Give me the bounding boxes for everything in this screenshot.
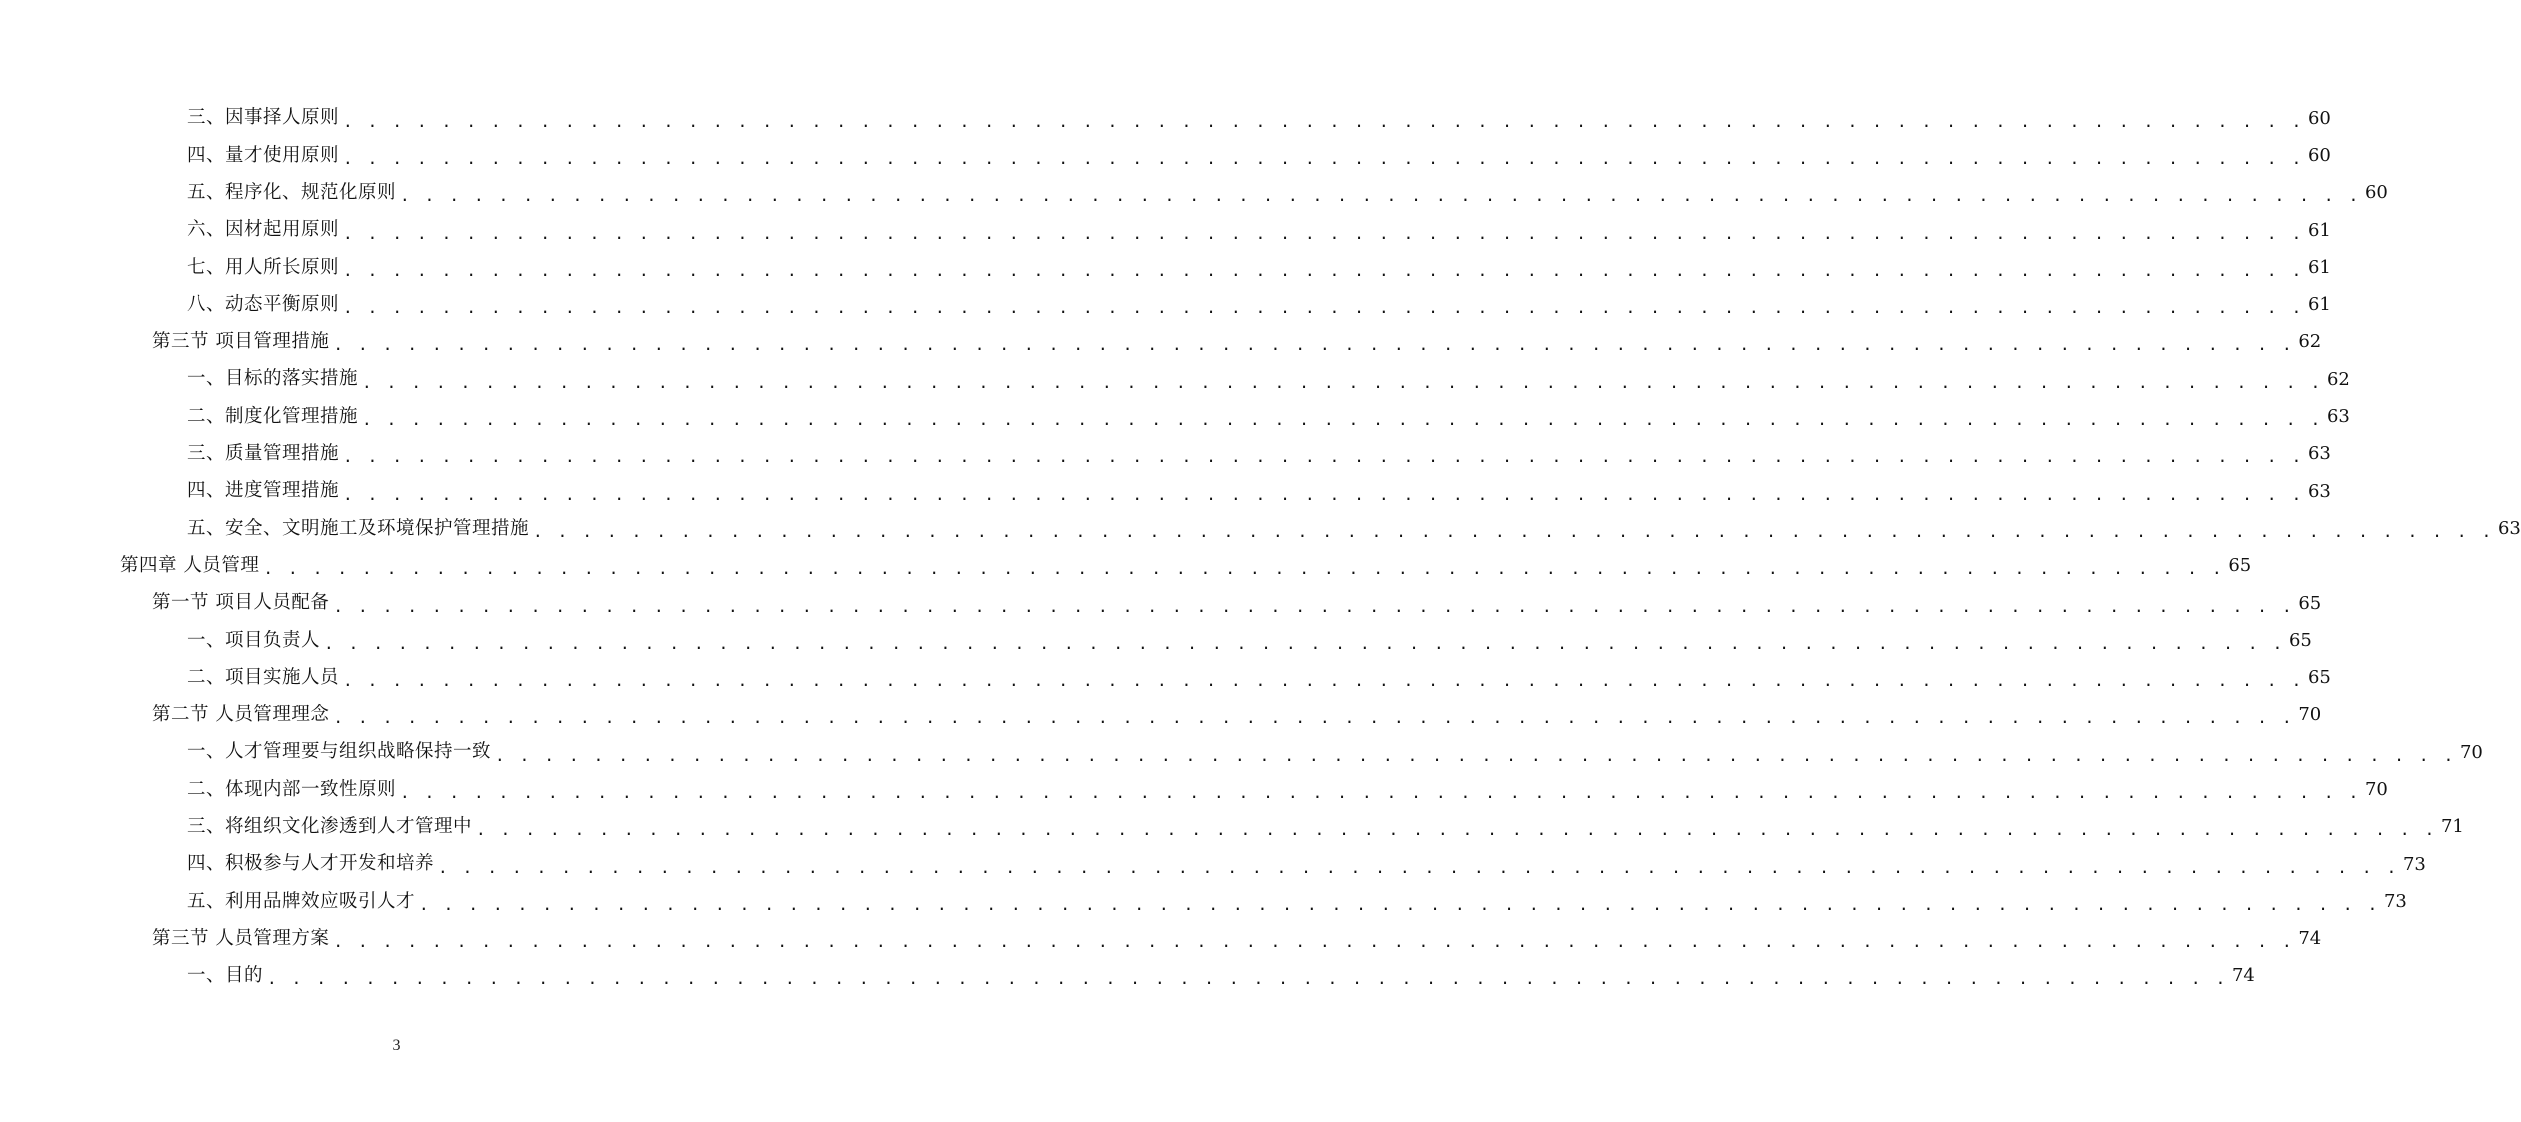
toc-entry-page-number: 60: [2307, 107, 2331, 129]
toc-entry-page-number: 70: [2298, 704, 2322, 726]
toc-entry-title: 第三节 人员管理方案: [152, 927, 330, 949]
toc-dot-leader: . . . . . . . . . . . . . . . . . . . . . . . . . . . . . . . . . . . . . . . . . . . . . . . . . . . . . . . . . . . . . . . . . . . . . . . . . . . . . . . .: [495, 745, 2456, 765]
toc-dot-leader: . . . . . . . . . . . . . . . . . . . . . . . . . . . . . . . . . . . . . . . . . . . . . . . . . . . . . . . . . . . . . . . . . . . . . . . . . . . . . . . .: [343, 671, 2304, 691]
toc-dot-leader: . . . . . . . . . . . . . . . . . . . . . . . . . . . . . . . . . . . . . . . . . . . . . . . . . . . . . . . . . . . . . . . . . . . . . . . . . . . . . . . .: [533, 521, 2494, 541]
toc-dot-leader: . . . . . . . . . . . . . . . . . . . . . . . . . . . . . . . . . . . . . . . . . . . . . . . . . . . . . . . . . . . . . . . . . . . . . . . . . . . . . . . .: [333, 932, 2295, 952]
toc-entry-title: 二、体现内部一致性原则: [187, 778, 397, 800]
toc-entry-page-number: 74: [2231, 965, 2255, 987]
toc-entry-title: 四、进度管理措施: [187, 480, 340, 502]
toc-entry[interactable]: [0, 436, 2331, 473]
toc-entry-title: 二、项目实施人员: [187, 666, 340, 688]
toc-entry[interactable]: [0, 585, 2322, 622]
toc-entry[interactable]: [0, 958, 2255, 995]
toc-entry-page-number: 61: [2307, 219, 2331, 241]
toc-entry-title: 六、因材起用原则: [187, 219, 340, 241]
toc-entry-page-number: 61: [2307, 294, 2331, 316]
toc-dot-leader: . . . . . . . . . . . . . . . . . . . . . . . . . . . . . . . . . . . . . . . . . . . . . . . . . . . . . . . . . . . . . . . . . . . . . . . . . . . . . . . .: [400, 186, 2361, 206]
toc-entry-page-number: 62: [2298, 331, 2322, 353]
toc-entry[interactable]: [0, 659, 2331, 696]
toc-dot-leader: . . . . . . . . . . . . . . . . . . . . . . . . . . . . . . . . . . . . . . . . . . . . . . . . . . . . . . . . . . . . . . . . . . . . . . . . . . . . . . . .: [362, 372, 2323, 392]
toc-entry-page-number: 73: [2383, 890, 2407, 912]
toc-entry-title: 一、目标的落实措施: [187, 368, 359, 390]
toc-entry-page-number: 63: [2497, 517, 2521, 539]
toc-dot-leader: . . . . . . . . . . . . . . . . . . . . . . . . . . . . . . . . . . . . . . . . . . . . . . . . . . . . . . . . . . . . . . . . . . . . . . . . . . . . . . . .: [267, 969, 2228, 989]
toc-entry-title: 第一节 项目人员配备: [152, 592, 330, 614]
toc-entry-title: 四、积极参与人才开发和培养: [187, 853, 435, 875]
toc-entry-title: 八、动态平衡原则: [187, 293, 340, 315]
toc-dot-leader: . . . . . . . . . . . . . . . . . . . . . . . . . . . . . . . . . . . . . . . . . . . . . . . . . . . . . . . . . . . . . . . . . . . . . . . . . . . . . . . .: [343, 111, 2304, 131]
toc-entry[interactable]: [0, 175, 2388, 212]
toc-entry-title: 五、程序化、规范化原则: [187, 181, 397, 203]
toc-entry-title: 第三节 项目管理措施: [152, 331, 330, 353]
toc-dot-leader: . . . . . . . . . . . . . . . . . . . . . . . . . . . . . . . . . . . . . . . . . . . . . . . . . . . . . . . . . . . . . . . . . . . . . . . . . . . . . . . .: [419, 894, 2380, 914]
toc-entry[interactable]: [0, 286, 2331, 323]
toc-entry[interactable]: [0, 921, 2322, 958]
toc-entry[interactable]: [0, 622, 2312, 659]
toc-entry-page-number: 62: [2326, 368, 2350, 390]
toc-entry[interactable]: [0, 324, 2322, 361]
toc-entry[interactable]: [0, 771, 2388, 808]
toc-dot-leader: . . . . . . . . . . . . . . . . . . . . . . . . . . . . . . . . . . . . . . . . . . . . . . . . . . . . . . . . . . . . . . . . . . . . . . . . . . . . . . . .: [263, 559, 2225, 579]
toc-entry-title: 三、因事择人原则: [187, 107, 340, 129]
toc-dot-leader: . . . . . . . . . . . . . . . . . . . . . . . . . . . . . . . . . . . . . . . . . . . . . . . . . . . . . . . . . . . . . . . . . . . . . . . . . . . . . . . .: [343, 223, 2304, 243]
toc-entry[interactable]: [0, 510, 2521, 547]
toc-entry[interactable]: [0, 249, 2331, 286]
toc-entry[interactable]: [0, 846, 2426, 883]
toc-entry[interactable]: [0, 137, 2331, 174]
toc-dot-leader: . . . . . . . . . . . . . . . . . . . . . . . . . . . . . . . . . . . . . . . . . . . . . . . . . . . . . . . . . . . . . . . . . . . . . . . . . . . . . . . .: [343, 148, 2304, 168]
toc-dot-leader: . . . . . . . . . . . . . . . . . . . . . . . . . . . . . . . . . . . . . . . . . . . . . . . . . . . . . . . . . . . . . . . . . . . . . . . . . . . . . . . .: [438, 857, 2399, 877]
toc-entry-title: 五、利用品牌效应吸引人才: [187, 890, 416, 912]
toc-entry-page-number: 63: [2307, 480, 2331, 502]
toc-entry-title: 二、制度化管理措施: [187, 405, 359, 427]
toc-entry[interactable]: [0, 548, 2252, 585]
toc-entry-page-number: 60: [2364, 182, 2388, 204]
toc-entry-page-number: 70: [2364, 778, 2388, 800]
page-number: 3: [392, 1037, 401, 1054]
toc-entry-title: 五、安全、文明施工及环境保护管理措施: [187, 517, 530, 539]
toc-dot-leader: . . . . . . . . . . . . . . . . . . . . . . . . . . . . . . . . . . . . . . . . . . . . . . . . . . . . . . . . . . . . . . . . . . . . . . . . . . . . . . . .: [476, 820, 2437, 840]
toc-entry-title: 四、量才使用原则: [187, 144, 340, 166]
toc-entry[interactable]: [0, 473, 2331, 510]
toc-entry-title: 第二节 人员管理理念: [152, 704, 330, 726]
toc-entry-page-number: 71: [2440, 816, 2464, 838]
toc-entry[interactable]: [0, 398, 2350, 435]
toc-entry-page-number: 61: [2307, 256, 2331, 278]
toc-dot-leader: . . . . . . . . . . . . . . . . . . . . . . . . . . . . . . . . . . . . . . . . . . . . . . . . . . . . . . . . . . . . . . . . . . . . . . . . . . . . . . . .: [333, 596, 2295, 616]
toc-entry-title: 一、项目负责人: [187, 629, 321, 651]
toc-entry-title: 三、质量管理措施: [187, 443, 340, 465]
table-of-contents: [0, 100, 2521, 995]
toc-dot-leader: . . . . . . . . . . . . . . . . . . . . . . . . . . . . . . . . . . . . . . . . . . . . . . . . . . . . . . . . . . . . . . . . . . . . . . . . . . . . . . . .: [343, 484, 2304, 504]
toc-entry-page-number: 65: [2307, 667, 2331, 689]
toc-entry-page-number: 65: [2298, 592, 2322, 614]
toc-entry-page-number: 73: [2402, 853, 2426, 875]
toc-dot-leader: . . . . . . . . . . . . . . . . . . . . . . . . . . . . . . . . . . . . . . . . . . . . . . . . . . . . . . . . . . . . . . . . . . . . . . . . . . . . . . . .: [343, 447, 2304, 467]
toc-entry-title: 一、目的: [187, 965, 264, 987]
toc-entry-title: 三、将组织文化渗透到人才管理中: [187, 816, 473, 838]
toc-dot-leader: . . . . . . . . . . . . . . . . . . . . . . . . . . . . . . . . . . . . . . . . . . . . . . . . . . . . . . . . . . . . . . . . . . . . . . . . . . . . . . . .: [362, 410, 2323, 430]
toc-dot-leader: . . . . . . . . . . . . . . . . . . . . . . . . . . . . . . . . . . . . . . . . . . . . . . . . . . . . . . . . . . . . . . . . . . . . . . . . . . . . . . . .: [400, 782, 2361, 802]
toc-entry-page-number: 74: [2298, 928, 2322, 950]
toc-dot-leader: . . . . . . . . . . . . . . . . . . . . . . . . . . . . . . . . . . . . . . . . . . . . . . . . . . . . . . . . . . . . . . . . . . . . . . . . . . . . . . . .: [333, 335, 2295, 355]
toc-entry-title: 第四章 人员管理: [120, 554, 260, 576]
toc-entry-page-number: 63: [2307, 443, 2331, 465]
toc-entry-page-number: 60: [2307, 144, 2331, 166]
toc-entry[interactable]: [0, 361, 2350, 398]
toc-entry[interactable]: [0, 809, 2464, 846]
toc-entry[interactable]: [0, 883, 2407, 920]
toc-dot-leader: . . . . . . . . . . . . . . . . . . . . . . . . . . . . . . . . . . . . . . . . . . . . . . . . . . . . . . . . . . . . . . . . . . . . . . . . . . . . . . . .: [343, 298, 2304, 318]
toc-dot-leader: . . . . . . . . . . . . . . . . . . . . . . . . . . . . . . . . . . . . . . . . . . . . . . . . . . . . . . . . . . . . . . . . . . . . . . . . . . . . . . . .: [343, 260, 2304, 280]
toc-entry[interactable]: [0, 697, 2322, 734]
toc-dot-leader: . . . . . . . . . . . . . . . . . . . . . . . . . . . . . . . . . . . . . . . . . . . . . . . . . . . . . . . . . . . . . . . . . . . . . . . . . . . . . . . .: [333, 708, 2295, 728]
toc-entry-page-number: 65: [2228, 555, 2252, 577]
toc-entry[interactable]: [0, 100, 2331, 137]
toc-dot-leader: . . . . . . . . . . . . . . . . . . . . . . . . . . . . . . . . . . . . . . . . . . . . . . . . . . . . . . . . . . . . . . . . . . . . . . . . . . . . . . . .: [324, 633, 2285, 653]
toc-entry-page-number: 63: [2326, 406, 2350, 428]
toc-entry-page-number: 70: [2459, 741, 2483, 763]
toc-entry[interactable]: [0, 212, 2331, 249]
toc-entry-title: 七、用人所长原则: [187, 256, 340, 278]
toc-entry-page-number: 65: [2288, 629, 2312, 651]
toc-entry[interactable]: [0, 734, 2483, 771]
toc-entry-title: 一、人才管理要与组织战略保持一致: [187, 741, 492, 763]
